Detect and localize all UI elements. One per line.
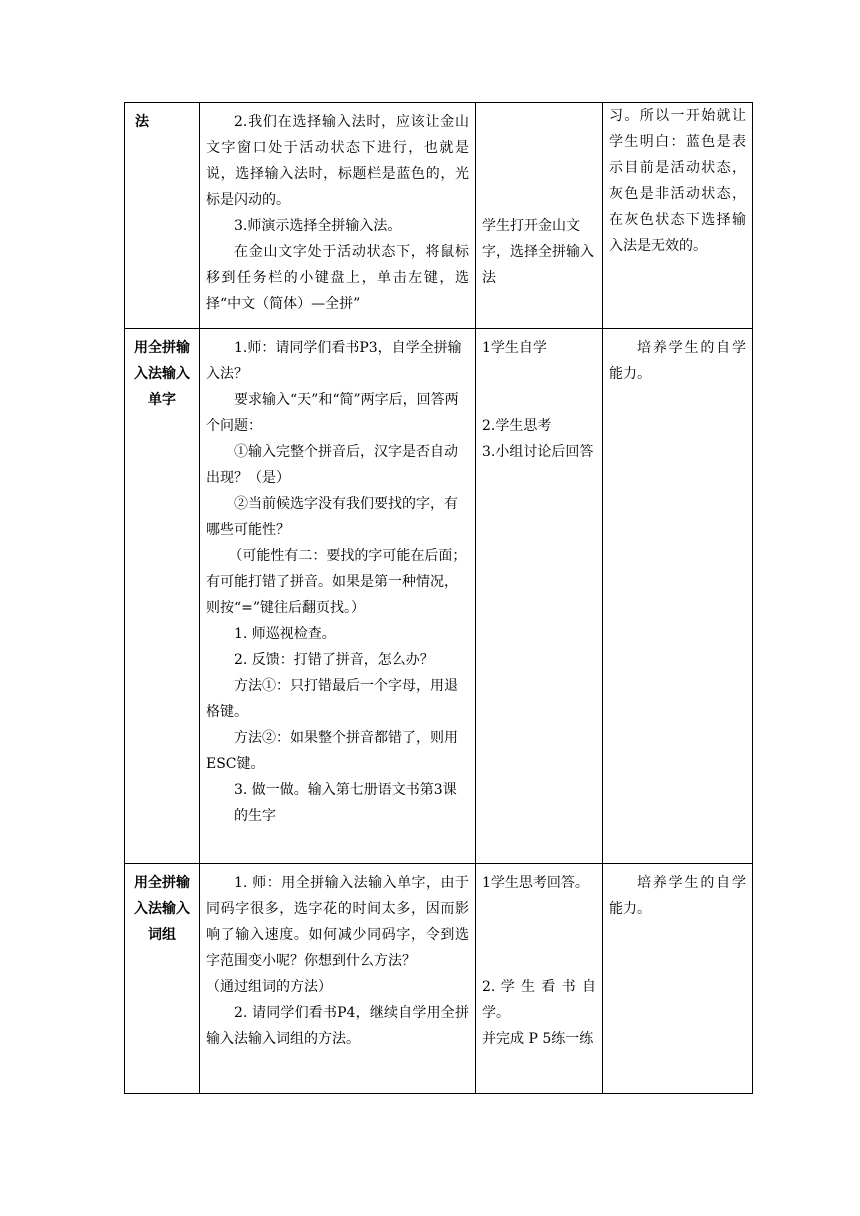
table-row (125, 864, 753, 1094)
paragraph: （通过组词的方法） (206, 979, 332, 995)
paragraph: 1学生思考回答。 (482, 875, 589, 891)
paragraph: 1. 师巡视检查。 (234, 626, 336, 642)
paragraph: 2.我们在选择输入法时，应该让金山文字窗口处于活动状态下进行，也就是说，选择输入法时，标题栏是蓝色的，光标是闪动的。 (206, 114, 469, 208)
paragraph: 方法①：只打错最后一个字母，用退格键。 (206, 678, 458, 720)
paragraph: 1.师：请同学们看书P3，自学全拼输入法？ (206, 340, 462, 382)
paragraph: 3.师演示选择全拼输入法。 (234, 218, 402, 234)
paragraph: 学生打开金山文字，选择全拼输入法 (482, 218, 594, 286)
paragraph: 培养学生的自学能力。 (609, 875, 746, 917)
paragraph: 1. 师：用全拼输入法输入单字，由于同码字很多，选字花的时间太多，因而影响了输入速度。如何减少同码字，令到选字范围变小呢？你想到什么方法？ (206, 875, 469, 969)
topic-cell: 用全拼输入法输入单字 (125, 329, 200, 864)
paragraph: 3. 做一做。输入第七册语文书第3课的生字 (234, 782, 457, 824)
table-row (125, 103, 753, 329)
design-intent-cell (603, 329, 753, 864)
topic-cell: 法 (125, 103, 200, 329)
paragraph: ①输入完整个拼音后，汉字是否自动出现？（是） (206, 444, 458, 486)
paragraph: 1学生自学 (482, 340, 547, 356)
teacher-activity-cell (200, 329, 476, 864)
paragraph: 3.小组讨论后回答 (482, 444, 594, 460)
paragraph: 2. 反馈：打错了拼音，怎么办？ (234, 652, 434, 668)
paragraph: （可能性有二：要找的字可能在后面；有可能打错了拼音。如果是第一种情况，则按“=”键往后翻页找。） (206, 548, 467, 616)
teacher-activity-cell (200, 864, 476, 1094)
table-row (125, 329, 753, 864)
topic-cell: 用全拼输入法输入词组 (125, 864, 200, 1094)
paragraph: 2. 请同学们看书P4，继续自学用全拼输入法输入词组的方法。 (206, 1005, 469, 1047)
design-intent-cell (603, 864, 753, 1094)
lesson-plan-table (124, 102, 753, 1094)
teacher-activity-cell (200, 103, 476, 329)
paragraph: 要求输入“天”和“简”两字后，回答两个问题： (206, 392, 459, 434)
paragraph: 方法②：如果整个拼音都错了，则用ESC键。 (206, 730, 458, 772)
paragraph: ②当前候选字没有我们要找的字，有哪些可能性？ (206, 496, 458, 538)
student-activity-cell (476, 103, 603, 329)
paragraph: 2.学生思考 (482, 418, 552, 434)
paragraph: 在金山文字处于活动状态下，将鼠标移到任务栏的小键盘上，单击左键，选择“中文（简体）—全拼” (206, 244, 469, 312)
paragraph: 并完成 P 5练一练 (482, 1031, 594, 1047)
student-activity-cell (476, 864, 603, 1094)
paragraph: 培养学生的自学能力。 (609, 340, 746, 382)
design-intent-cell (603, 103, 753, 329)
paragraph: 习。所以一开始就让学生明白：蓝色是表示目前是活动状态，灰色是非活动状态，在灰色状态下选择输入法是无效的。 (609, 108, 746, 254)
student-activity-cell (476, 329, 603, 864)
paragraph: 2. 学 生 看 书 自 学。 (482, 979, 596, 1021)
